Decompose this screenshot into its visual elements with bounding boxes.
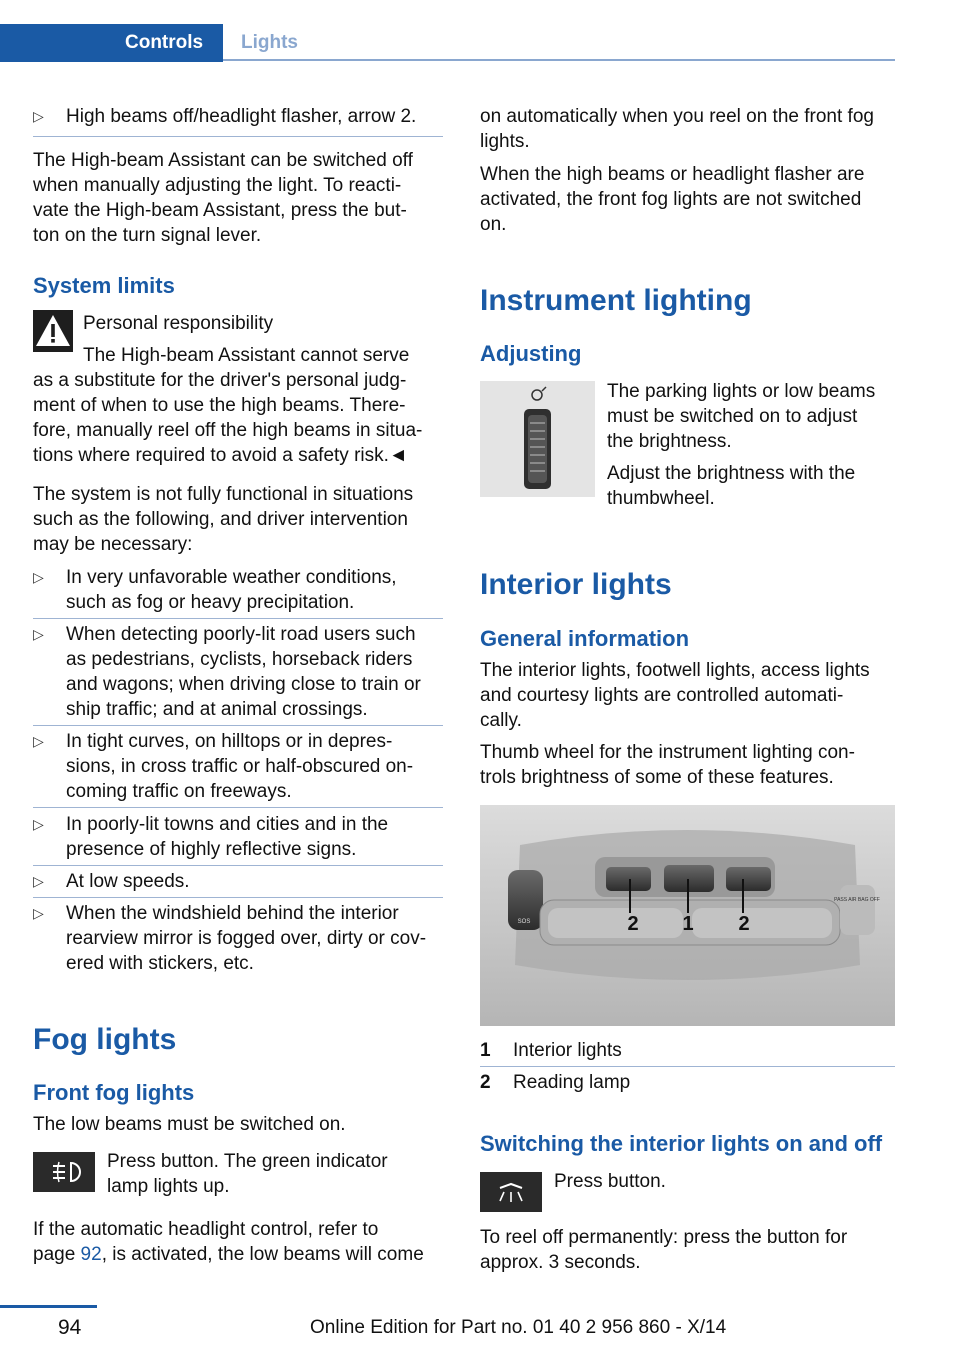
fog-button-text: Press button. The green indicator lamp lights up. (107, 1151, 388, 1197)
divider (480, 1066, 895, 1067)
bullet-arrow-icon: ▷ (33, 816, 44, 832)
divider (33, 618, 443, 619)
photo-label-1: 1 (682, 913, 694, 935)
adjust-text: The parking lights or low beams must be switched on to adjust the brightness. (607, 381, 876, 452)
divider (33, 725, 443, 726)
paragraph: Thumb wheel for the instrument lighting con- trols brightness of some of these features. (480, 742, 855, 788)
bullet-arrow-icon: ▷ (33, 626, 44, 642)
paragraph: The low beams must be switched on. (33, 1114, 346, 1135)
warning-text: The High-beam Assistant cannot serve (83, 345, 410, 366)
warning-triangle-icon (33, 310, 73, 352)
photo-label-2-left: 2 (627, 913, 639, 935)
fog-light-button-icon (33, 1152, 95, 1192)
section-heading-instrument-lighting: Instrument lighting (480, 284, 752, 317)
bullet-arrow-icon: ▷ (33, 733, 44, 749)
divider (33, 136, 443, 137)
press-button-text: Press button. (554, 1171, 666, 1192)
thumbwheel-image (480, 381, 595, 497)
header-tab-controls[interactable]: Controls (0, 24, 223, 62)
legend-label-reading-lamp: Reading lamp (513, 1072, 631, 1093)
warning-title: Personal responsibility (83, 313, 274, 334)
section-heading-fog-lights: Fog lights (33, 1023, 177, 1056)
overhead-console-photo (480, 805, 895, 1026)
legend-label-interior-lights: Interior lights (513, 1040, 622, 1061)
section-heading-interior-lights: Interior lights (480, 568, 672, 601)
footer-divider (0, 1305, 97, 1308)
paragraph: The system is not fully functional in situations such as the following, and driver intervention may be necessary: (33, 484, 414, 555)
paragraph: The High-beam Assistant can be switched off when manually adjusting the light. To reacti- vate the High-beam Assistant, press the but- ton on the turn signal lever. (33, 150, 413, 246)
bullet-arrow-icon: ▷ (33, 108, 44, 124)
adjust-text-2: Adjust the brightness with the thumbwheel. (607, 463, 856, 509)
photo-label-2-right: 2 (738, 913, 750, 935)
bullet-arrow-icon: ▷ (33, 569, 44, 585)
subsection-heading-front-fog: Front fog lights (33, 1080, 195, 1105)
bullet-arrow-icon: ▷ (33, 873, 44, 889)
page-link[interactable]: 92 (80, 1244, 102, 1265)
paragraph: To reel off permanently: press the button for approx. 3 seconds. (480, 1227, 848, 1273)
subsection-heading-adjusting: Adjusting (480, 341, 582, 366)
paragraph: The interior lights, footwell lights, access lights and courtesy lights are controlled automati- cally. (480, 660, 870, 731)
photo-sos-label: SOS (517, 919, 531, 925)
photo-airbag-label: PASS AIR BAG OFF (834, 897, 880, 903)
paragraph: If the automatic headlight control, refer to page 92, is activated, the low beams will come (33, 1219, 424, 1265)
bullet-arrow-icon: ▷ (33, 905, 44, 921)
page-number: 94 (58, 1316, 82, 1339)
interior-light-button-icon (480, 1172, 542, 1212)
paragraph: on automatically when you reel on the front fog lights. (480, 106, 874, 152)
footer-edition: Online Edition for Part no. 01 40 2 956 860 - X/14 (310, 1317, 727, 1338)
section-heading-system-limits: System limits (33, 273, 175, 298)
divider (33, 865, 443, 866)
divider (33, 897, 443, 898)
subsection-heading-switching: Switching the interior lights on and off (480, 1131, 883, 1156)
legend-number-1: 1 (480, 1040, 491, 1061)
warning-body: as a substitute for the driver's personal judg- ment of when to use the high beams. There- fore, manually reel off the high beams in situa- tions where required to avoid a safety risk.◄ (33, 370, 423, 466)
subsection-heading-general-info: General information (480, 626, 690, 651)
header-tab-lights[interactable]: Lights (241, 32, 298, 53)
paragraph: When the high beams or headlight flasher are activated, the front fog lights are not switched on. (480, 164, 865, 235)
divider (33, 807, 443, 808)
legend-number-2: 2 (480, 1072, 491, 1093)
